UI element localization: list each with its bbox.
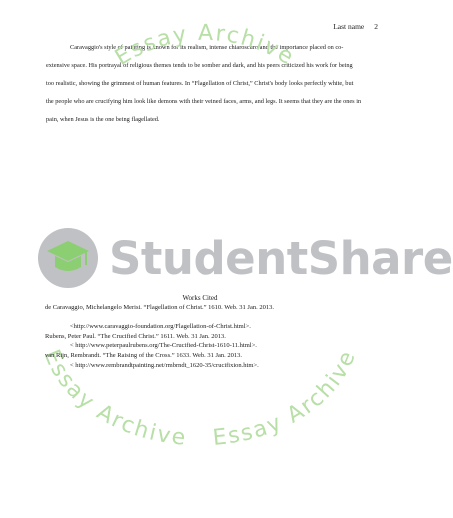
watermark-arc-bottom-right-path: Essay Archive <box>211 346 362 451</box>
running-head: Last name <box>333 22 365 31</box>
body-paragraph <box>46 39 362 129</box>
page-number: 2 <box>374 22 378 31</box>
studentshare-logo <box>37 227 453 289</box>
citation-2-line-1: Rubens, Peter Paul. “The Crucified Christ.” 1611. Web. 31 Jan. 2013. <box>45 332 226 340</box>
page-header <box>333 22 378 31</box>
works-cited-title: Works Cited <box>182 294 218 302</box>
brand-name: StudentShare <box>109 231 453 285</box>
graduation-cap-icon <box>37 227 99 289</box>
citation-1-url: <http://www.caravaggio-foundation.org/Flagellation-of-Christ.html>. <box>70 323 251 331</box>
citation-1-line-1: de Caravaggio, Michelangelo Merisi. “Flagellation of Christ.” 1610. Web. 31 Jan. 2013. <box>45 304 274 311</box>
citation-2-url: < http://www.peterpaulrubens.org/The-Crucified-Christ-1610-11.html>. <box>70 342 257 350</box>
citation-spacer <box>45 313 365 323</box>
watermark-arc-bottom-left-path: Essay Archive <box>38 346 189 451</box>
paragraph-text: Caravaggio's style of painting is known for its realism, intense chiaroscuro and the importance placed on co-extensive space. His portrayal of religious themes tends to be somber and dark, and his peers criticized his work for being too realistic, showing the grimmest of human features. In “Flagellation of Christ,” Christ's body looks perfectly white, but the people who are crucifying him look like demons with their veined faces, arms, and legs. It seems that they are the ones in pain, when Jesus is the one being flagellated. <box>46 44 362 123</box>
works-cited-list <box>45 303 365 370</box>
citation-3-line-1: van Rijn, Rembrandt. “The Raising of the Cross.” 1633. Web. 31 Jan. 2013. <box>45 351 243 359</box>
citation-3-url: < http://www.rembrandtpainting.net/rmbrndt_1620-35/crucifixion.htm>. <box>70 361 259 369</box>
watermark-arc-top-path: Essay Archive <box>110 20 300 71</box>
